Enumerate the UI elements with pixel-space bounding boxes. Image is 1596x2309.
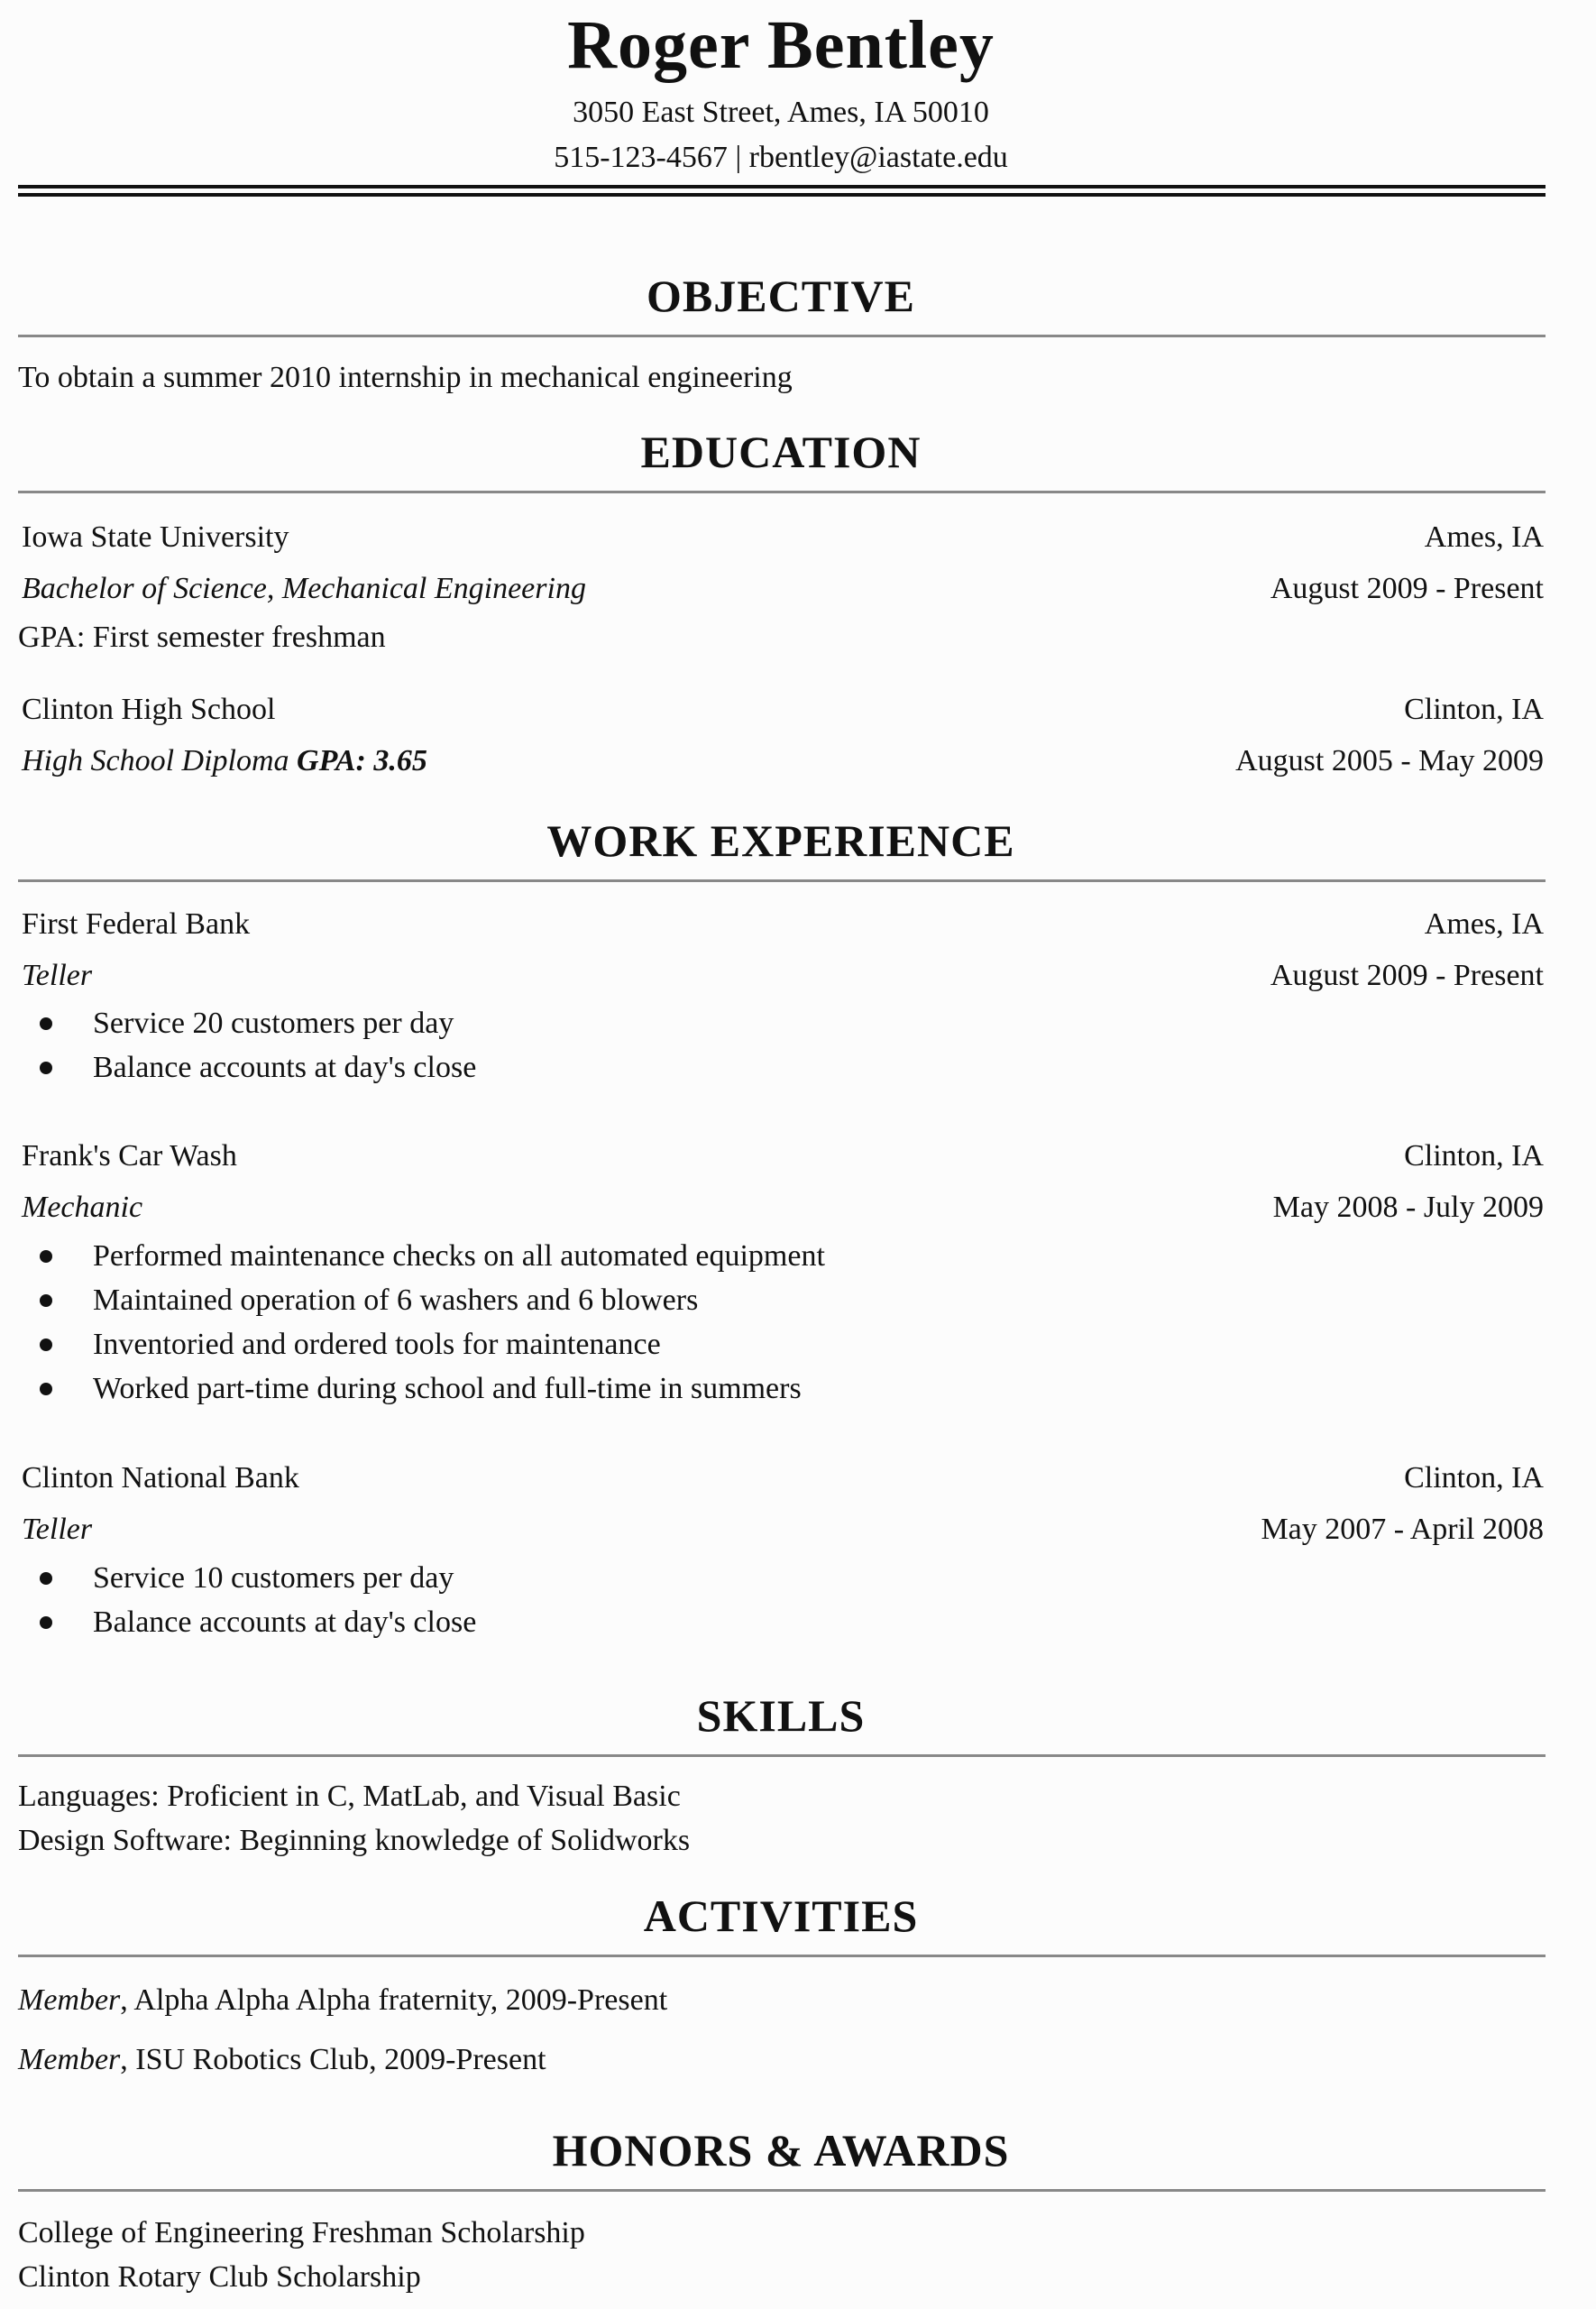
education-divider [18, 491, 1546, 493]
activity-role: Member [18, 1983, 121, 2017]
bullet-icon [40, 1250, 52, 1263]
job-bullet: Maintained operation of 6 washers and 6 blowers [93, 1283, 699, 1317]
activities-heading: ACTIVITIES [643, 1890, 919, 1941]
activity-item [18, 1985, 667, 2016]
honors-divider [18, 2189, 1546, 2192]
employer: Clinton National Bank [22, 1461, 299, 1495]
school-location: Clinton, IA [1404, 693, 1544, 726]
bullet-icon [40, 1294, 52, 1307]
degree: Bachelor of Science, Mechanical Engineering [22, 572, 586, 605]
job-title: Mechanic [22, 1191, 143, 1224]
job-dates: May 2007 - April 2008 [1261, 1513, 1544, 1546]
job-location: Clinton, IA [1404, 1461, 1544, 1495]
school-name: Clinton High School [22, 693, 276, 726]
resume-name: Roger Bentley [567, 7, 995, 83]
work-experience-divider [18, 879, 1546, 882]
activities-divider [18, 1955, 1546, 1957]
job-bullet: Balance accounts at day's close [93, 1605, 477, 1639]
education-dates: August 2005 - May 2009 [1235, 744, 1544, 777]
job-title: Teller [22, 959, 93, 992]
objective-divider [18, 335, 1546, 337]
address-line: 3050 East Street, Ames, IA 50010 [573, 96, 989, 129]
job-title: Teller [22, 1513, 93, 1546]
job-bullet: Balance accounts at day's close [93, 1051, 477, 1084]
employer: First Federal Bank [22, 907, 251, 941]
gpa: GPA: 3.65 [297, 744, 427, 777]
header-divider-top [18, 185, 1546, 189]
degree-and-gpa [22, 746, 427, 777]
education-heading: EDUCATION [640, 427, 922, 477]
activity-role: Member [18, 2043, 121, 2076]
gpa: GPA: First semester freshman [18, 621, 386, 654]
contact-line: 515-123-4567 | rbentley@iastate.edu [554, 141, 1008, 174]
activity-detail: , Alpha Alpha Alpha fraternity, 2009-Present [120, 1983, 668, 2017]
objective-heading: OBJECTIVE [647, 271, 915, 321]
bullet-icon [40, 1616, 52, 1629]
skills-line: Design Software: Beginning knowledge of Solidworks [18, 1824, 691, 1857]
activity-item [18, 2045, 546, 2075]
objective-text: To obtain a summer 2010 internship in mechanical engineering [18, 361, 793, 394]
job-dates: August 2009 - Present [1270, 959, 1544, 992]
honor-item: Clinton Rotary Club Scholarship [18, 2260, 421, 2294]
bullet-icon [40, 1572, 52, 1585]
education-dates: August 2009 - Present [1270, 572, 1544, 605]
activity-detail: , ISU Robotics Club, 2009-Present [120, 2043, 546, 2076]
bullet-icon [40, 1062, 52, 1074]
skills-line: Languages: Proficient in C, MatLab, and Visual Basic [18, 1780, 681, 1813]
job-location: Clinton, IA [1404, 1139, 1544, 1173]
degree: High School Diploma [22, 744, 289, 777]
employer: Frank's Car Wash [22, 1139, 237, 1173]
job-dates: May 2008 - July 2009 [1272, 1191, 1544, 1224]
job-bullet: Inventoried and ordered tools for maintenance [93, 1328, 661, 1361]
bullet-icon [40, 1383, 52, 1395]
honors-heading: HONORS & AWARDS [552, 2125, 1010, 2176]
skills-heading: SKILLS [696, 1690, 866, 1741]
school-name: Iowa State University [22, 520, 289, 554]
job-bullet: Worked part-time during school and full-time in summers [93, 1372, 802, 1405]
skills-divider [18, 1754, 1546, 1757]
honor-item: College of Engineering Freshman Scholarship [18, 2216, 585, 2249]
job-bullet: Performed maintenance checks on all automated equipment [93, 1239, 825, 1273]
job-location: Ames, IA [1424, 907, 1544, 941]
bullet-icon [40, 1338, 52, 1351]
bullet-icon [40, 1017, 52, 1030]
header-divider-bottom [18, 193, 1546, 197]
school-location: Ames, IA [1424, 520, 1544, 554]
job-bullet: Service 20 customers per day [93, 1007, 454, 1040]
job-bullet: Service 10 customers per day [93, 1561, 454, 1595]
work-experience-heading: WORK EXPERIENCE [546, 815, 1015, 866]
